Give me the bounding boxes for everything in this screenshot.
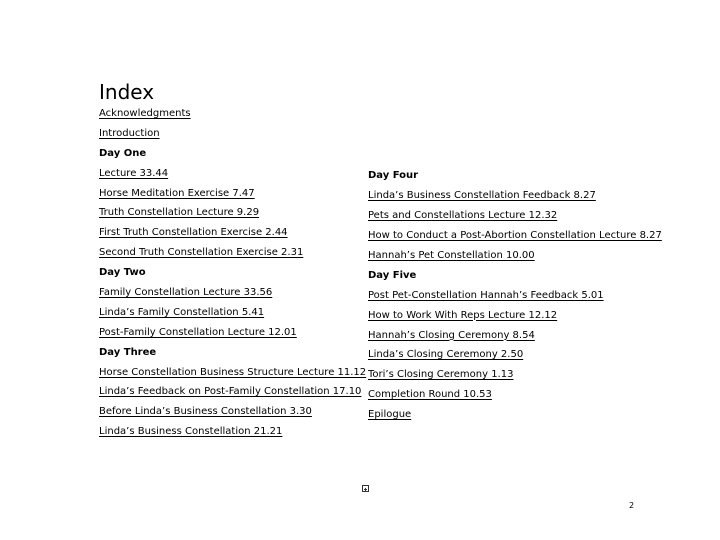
index-right-column (368, 170, 662, 429)
index-left-column (99, 108, 366, 446)
section-heading-day-two: Day Two (99, 267, 146, 279)
index-link-hannahs-pet-constellation-10-00[interactable]: Hannah’s Pet Constellation 10.00 (368, 249, 535, 261)
index-link-toris-closing-ceremony-1-13[interactable]: Tori’s Closing Ceremony 1.13 (368, 369, 514, 381)
index-link-first-truth-constellation-exercise-2-44[interactable]: First Truth Constellation Exercise 2.44 (99, 227, 288, 239)
index-link-horse-meditation-exercise-7-47[interactable]: Horse Meditation Exercise 7.47 (99, 187, 255, 199)
index-link-horse-constellation-business-structure-lecture-11-12[interactable]: Horse Constellation Business Structure Lecture 11.12 (99, 366, 367, 378)
section-heading-day-five: Day Five (368, 269, 417, 281)
index-link-second-truth-constellation-exercise-2-31[interactable]: Second Truth Constellation Exercise 2.31 (99, 247, 304, 259)
index-link-post-pet-constellation-hannahs-feedback-5-01[interactable]: Post Pet-Constellation Hannah’s Feedback 5.01 (368, 289, 604, 301)
index-link-lindas-closing-ceremony-2-50[interactable]: Linda’s Closing Ceremony 2.50 (368, 349, 524, 361)
index-link-lindas-feedback-on-post-family-constellation-17-10[interactable]: Linda’s Feedback on Post-Family Constellation 17.10 (99, 386, 362, 398)
index-link-lecture-33-44[interactable]: Lecture 33.44 (99, 167, 169, 179)
index-link-acknowledgments[interactable]: Acknowledgments (99, 108, 191, 119)
index-link-before-lindas-business-constellation-3-30[interactable]: Before Linda’s Business Constellation 3.30 (99, 406, 312, 418)
index-link-lindas-business-constellation-21-21[interactable]: Linda’s Business Constellation 21.21 (99, 426, 283, 438)
section-heading-day-four: Day Four (368, 170, 419, 181)
page-number: 2 (629, 501, 635, 510)
index-link-lindas-business-constellation-feedback-8-27[interactable]: Linda’s Business Constellation Feedback 8.27 (368, 189, 596, 201)
index-link-introduction[interactable]: Introduction (99, 127, 160, 139)
index-link-how-to-conduct-a-post-abortion-constellation-lecture-8-27[interactable]: How to Conduct a Post-Abortion Constellation Lecture 8.27 (368, 229, 662, 241)
index-link-post-family-constellation-lecture-12-01[interactable]: Post-Family Constellation Lecture 12.01 (99, 326, 297, 338)
index-link-epilogue[interactable]: Epilogue (368, 409, 412, 421)
index-link-family-constellation-lecture-33-56[interactable]: Family Constellation Lecture 33.56 (99, 287, 273, 299)
section-heading-day-three: Day Three (99, 346, 157, 358)
index-link-hannahs-closing-ceremony-8-54[interactable]: Hannah’s Closing Ceremony 8.54 (368, 329, 535, 341)
index-link-completion-round-10-53[interactable]: Completion Round 10.53 (368, 389, 492, 401)
index-link-how-to-work-with-reps-lecture-12-12[interactable]: How to Work With Reps Lecture 12.12 (368, 309, 558, 321)
section-heading-day-one: Day One (99, 147, 147, 159)
index-link-pets-and-constellations-lecture-12-32[interactable]: Pets and Constellations Lecture 12.32 (368, 209, 558, 221)
plus-square-icon[interactable] (362, 485, 369, 492)
index-link-lindas-family-constellation-5-41[interactable]: Linda’s Family Constellation 5.41 (99, 306, 265, 318)
index-link-truth-constellation-lecture-9-29[interactable]: Truth Constellation Lecture 9.29 (99, 207, 260, 219)
page-title: Index (99, 80, 155, 104)
